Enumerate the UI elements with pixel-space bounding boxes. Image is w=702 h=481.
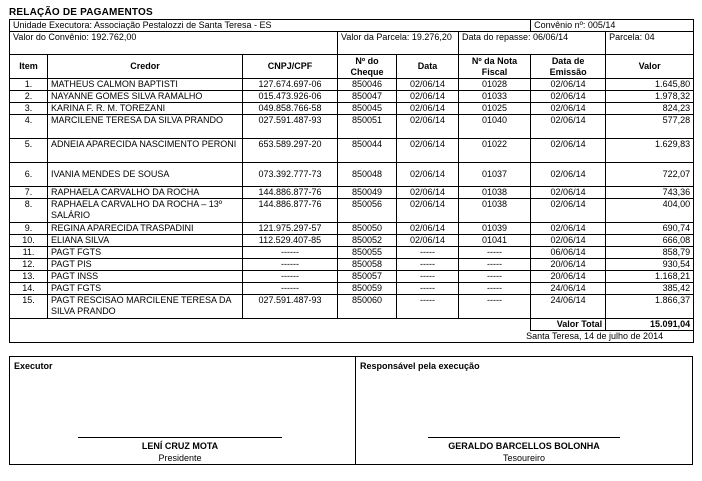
signature-divider: [355, 357, 356, 464]
row-data: 02/06/14: [397, 223, 459, 235]
table-row: [10, 235, 694, 247]
row-cnpj-cpf: 121.975.297-57: [243, 223, 338, 235]
row-data-emissao: 02/06/14: [531, 163, 606, 187]
row-cheque: 850047: [338, 91, 397, 103]
row-cnpj-cpf: ------: [243, 283, 338, 295]
row-credor: MATHEUS CALMON BAPTISTI: [48, 79, 243, 91]
row-cheque: 850057: [338, 271, 397, 283]
data-repasse: Data do repasse: 06/06/14: [459, 32, 606, 55]
row-cheque: 850055: [338, 247, 397, 259]
row-data: -----: [397, 283, 459, 295]
location-date-row: [10, 331, 694, 343]
row-credor: PAGT RESCISAO MARCILENE TERESA DA SILVA PRANDO: [48, 295, 243, 319]
row-data-emissao: 02/06/14: [531, 199, 606, 223]
responsavel-label: Responsável pela execução: [360, 361, 480, 371]
row-valor: 1.629,83: [606, 139, 694, 163]
row-credor: NAYANNE GOMES SILVA RAMALHO: [48, 91, 243, 103]
row-item: 5.: [10, 139, 48, 163]
row-cheque: 850050: [338, 223, 397, 235]
row-nota-fiscal: -----: [459, 259, 531, 271]
row-cheque: 850060: [338, 295, 397, 319]
row-nota-fiscal: 01037: [459, 163, 531, 187]
col-header-valor: Valor: [606, 55, 694, 79]
row-data-emissao: 20/06/14: [531, 259, 606, 271]
row-data-emissao: 20/06/14: [531, 271, 606, 283]
row-credor: IVANIA MENDES DE SOUSA: [48, 163, 243, 187]
parcela: Parcela: 04: [606, 32, 694, 55]
row-item: 15.: [10, 295, 48, 319]
table-row: [10, 115, 694, 139]
row-cheque: 850046: [338, 79, 397, 91]
row-data-emissao: 02/06/14: [531, 139, 606, 163]
row-cnpj-cpf: 144.886.877-76: [243, 187, 338, 199]
row-cnpj-cpf: 027.591.487-93: [243, 115, 338, 139]
unidade-executora: Unidade Executora: Associação Pestalozzi de Santa Teresa - ES: [10, 20, 531, 32]
row-item: 11.: [10, 247, 48, 259]
row-nota-fiscal: 01041: [459, 235, 531, 247]
row-valor: 722,07: [606, 163, 694, 187]
row-data: -----: [397, 259, 459, 271]
row-valor: 404,00: [606, 199, 694, 223]
row-data-emissao: 02/06/14: [531, 103, 606, 115]
row-cnpj-cpf: ------: [243, 247, 338, 259]
row-cnpj-cpf: ------: [243, 259, 338, 271]
row-valor: 743,36: [606, 187, 694, 199]
col-header-credor: Credor: [48, 55, 243, 79]
signer-left-name: LENÍ CRUZ MOTA: [141, 441, 219, 451]
signer-left-role: Presidente: [158, 453, 202, 463]
table-header-row: [10, 55, 694, 79]
row-data-emissao: 02/06/14: [531, 115, 606, 139]
row-data-emissao: 02/06/14: [531, 187, 606, 199]
row-valor: 1.645,80: [606, 79, 694, 91]
row-cheque: 850045: [338, 103, 397, 115]
row-data: 02/06/14: [397, 91, 459, 103]
row-nota-fiscal: 01038: [459, 199, 531, 223]
row-cnpj-cpf: 049.858.766-58: [243, 103, 338, 115]
row-credor: RAPHAELA CARVALHO DA ROCHA – 13º SALÁRIO: [48, 199, 243, 223]
row-valor: 858,79: [606, 247, 694, 259]
table-row: [10, 79, 694, 91]
row-nota-fiscal: -----: [459, 295, 531, 319]
row-data-emissao: 02/06/14: [531, 79, 606, 91]
row-item: 6.: [10, 163, 48, 187]
row-cheque: 850056: [338, 199, 397, 223]
row-item: 9.: [10, 223, 48, 235]
row-credor: REGINA APARECIDA TRASPADINI: [48, 223, 243, 235]
row-valor: 577,28: [606, 115, 694, 139]
total-value: 15.091,04: [606, 319, 694, 331]
convenio-number: Convênio nº: 005/14: [531, 20, 694, 32]
row-data: 02/06/14: [397, 139, 459, 163]
row-data: 02/06/14: [397, 235, 459, 247]
table-row: [10, 187, 694, 199]
row-data-emissao: 02/06/14: [531, 91, 606, 103]
row-item: 3.: [10, 103, 48, 115]
col-header-cnpj: CNPJ/CPF: [243, 55, 338, 79]
signature-line-left: [78, 437, 282, 438]
row-data-emissao: 24/06/14: [531, 283, 606, 295]
row-credor: PAGT FGTS: [48, 283, 243, 295]
row-credor: PAGT PIS: [48, 259, 243, 271]
row-cheque: 850049: [338, 187, 397, 199]
col-header-nota: Nº da Nota Fiscal: [459, 55, 531, 79]
signer-right-name: GERALDO BARCELLOS BOLONHA: [448, 441, 600, 451]
row-cheque: 850052: [338, 235, 397, 247]
total-row: [10, 319, 694, 331]
payments-table: [9, 19, 694, 343]
row-credor: ADNEIA APARECIDA NASCIMENTO PERONI: [48, 139, 243, 163]
row-data: 02/06/14: [397, 103, 459, 115]
table-row: [10, 199, 694, 223]
valor-convenio: Valor do Convênio: 192.762,00: [10, 32, 338, 55]
row-cnpj-cpf: 015.473.926-06: [243, 91, 338, 103]
row-data-emissao: 06/06/14: [531, 247, 606, 259]
total-label: Valor Total: [531, 319, 606, 331]
row-data: 02/06/14: [397, 199, 459, 223]
row-nota-fiscal: 01025: [459, 103, 531, 115]
table-row: [10, 271, 694, 283]
row-cnpj-cpf: 144.886.877-76: [243, 199, 338, 223]
row-data: 02/06/14: [397, 187, 459, 199]
row-nota-fiscal: 01028: [459, 79, 531, 91]
row-cheque: 850059: [338, 283, 397, 295]
row-valor: 1.168,21: [606, 271, 694, 283]
row-nota-fiscal: -----: [459, 247, 531, 259]
row-item: 4.: [10, 115, 48, 139]
row-cnpj-cpf: 073.392.777-73: [243, 163, 338, 187]
row-item: 13.: [10, 271, 48, 283]
table-row: [10, 283, 694, 295]
row-valor: 930,54: [606, 259, 694, 271]
row-nota-fiscal: -----: [459, 283, 531, 295]
location-date: Santa Teresa, 14 de julho de 2014: [10, 331, 694, 343]
row-data: -----: [397, 271, 459, 283]
row-data-emissao: 24/06/14: [531, 295, 606, 319]
col-header-cheque: Nº do Cheque: [338, 55, 397, 79]
row-valor: 666,08: [606, 235, 694, 247]
row-data: -----: [397, 295, 459, 319]
total-spacer: [10, 319, 531, 331]
table-row: [10, 103, 694, 115]
row-nota-fiscal: 01040: [459, 115, 531, 139]
row-valor: 385,42: [606, 283, 694, 295]
row-item: 8.: [10, 199, 48, 223]
row-cheque: 850048: [338, 163, 397, 187]
row-valor: 824,23: [606, 103, 694, 115]
row-credor: RAPHAELA CARVALHO DA ROCHA: [48, 187, 243, 199]
row-cnpj-cpf: 027.591.487-93: [243, 295, 338, 319]
valor-parcela: Valor da Parcela: 19.276,20: [338, 32, 459, 55]
row-valor: 690,74: [606, 223, 694, 235]
table-row: [10, 247, 694, 259]
col-header-emissao: Data de Emissão: [531, 55, 606, 79]
col-header-item: Item: [10, 55, 48, 79]
executor-label: Executor: [14, 361, 53, 371]
table-row: [10, 139, 694, 163]
row-item: 7.: [10, 187, 48, 199]
row-cnpj-cpf: 653.589.297-20: [243, 139, 338, 163]
document-title: RELAÇÃO DE PAGAMENTOS: [9, 7, 153, 18]
row-data: -----: [397, 247, 459, 259]
row-data: 02/06/14: [397, 115, 459, 139]
row-item: 2.: [10, 91, 48, 103]
row-valor: 1.978,32: [606, 91, 694, 103]
row-cheque: 850058: [338, 259, 397, 271]
table-row: [10, 91, 694, 103]
row-item: 14.: [10, 283, 48, 295]
row-data-emissao: 02/06/14: [531, 223, 606, 235]
row-credor: MARCILENE TERESA DA SILVA PRANDO: [48, 115, 243, 139]
table-row: [10, 259, 694, 271]
row-credor: KARINA F. R. M. TOREZANI: [48, 103, 243, 115]
row-cheque: 850044: [338, 139, 397, 163]
row-data-emissao: 02/06/14: [531, 235, 606, 247]
row-cnpj-cpf: ------: [243, 271, 338, 283]
signature-section: [9, 356, 693, 465]
row-nota-fiscal: 01022: [459, 139, 531, 163]
row-nota-fiscal: 01033: [459, 91, 531, 103]
row-credor: PAGT FGTS: [48, 247, 243, 259]
row-cheque: 850051: [338, 115, 397, 139]
row-cnpj-cpf: 127.674.697-06: [243, 79, 338, 91]
row-valor: 1.866,37: [606, 295, 694, 319]
row-item: 10.: [10, 235, 48, 247]
row-data: 02/06/14: [397, 163, 459, 187]
table-row: [10, 223, 694, 235]
table-row: [10, 295, 694, 319]
row-nota-fiscal: 01039: [459, 223, 531, 235]
signature-line-right: [428, 437, 620, 438]
row-item: 1.: [10, 79, 48, 91]
table-row: [10, 163, 694, 187]
row-nota-fiscal: 01038: [459, 187, 531, 199]
row-credor: ELIANA SILVA: [48, 235, 243, 247]
row-credor: PAGT INSS: [48, 271, 243, 283]
row-data: 02/06/14: [397, 79, 459, 91]
row-cnpj-cpf: 112.529.407-85: [243, 235, 338, 247]
signer-right-role: Tesoureiro: [502, 453, 546, 463]
row-item: 12.: [10, 259, 48, 271]
row-nota-fiscal: -----: [459, 271, 531, 283]
col-header-data: Data: [397, 55, 459, 79]
